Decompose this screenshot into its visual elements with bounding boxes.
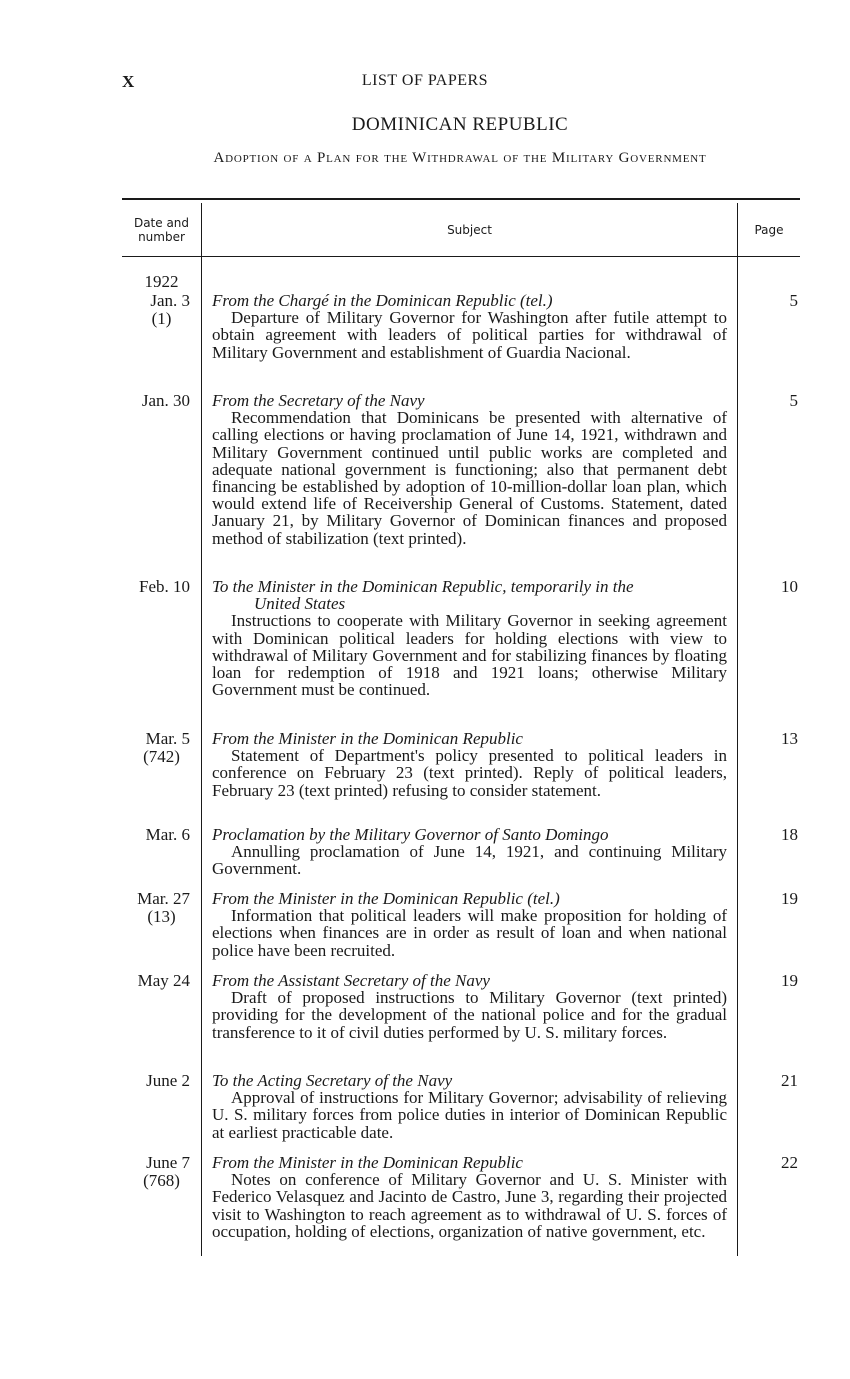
column-header-date-label: Date and number bbox=[133, 216, 190, 244]
entry-page: 18 bbox=[781, 825, 798, 844]
entry-page: 21 bbox=[781, 1071, 798, 1090]
entry-date: June 2 bbox=[146, 1071, 190, 1090]
entry-number: (742) bbox=[143, 747, 180, 766]
year-label: 1922 bbox=[144, 272, 179, 291]
entry-subject bbox=[212, 730, 727, 799]
entry-title-continued: United States bbox=[254, 594, 346, 614]
column-divider-date bbox=[201, 203, 202, 1256]
entry-title: From the Assistant Secretary of the Navy bbox=[212, 971, 490, 990]
entry-date: Jan. 3 bbox=[150, 291, 190, 310]
entry-page: 22 bbox=[781, 1153, 798, 1172]
entry-summary: Recommendation that Dominicans be presented with alternative of calling elections or having proclamation of June 14, 1921, withdrawn and Military Government continued until public works are completed and adequate national government is functioning; also that permanent debt financing be established by adoption of 10-million-dollar loan plan, which would extend life of Receivership General of Customs. Statement, dated January 21, by Military Governor of Dominican finances and proposed method of stabilization (text printed). bbox=[212, 408, 727, 548]
entry-subject bbox=[212, 392, 727, 547]
entry-summary: Approval of instructions for Military Governor; advisability of relieving U. S. military forces from police duties in interior of Dominican Republic at earliest practicable date. bbox=[212, 1088, 727, 1142]
entry-summary: Information that political leaders will make proposition for holding of elections when finances are in order as result of loan and when national police have been recruited. bbox=[212, 906, 727, 960]
entry-summary: Departure of Military Governor for Washington after futile attempt to obtain agreement with leaders of political parties for withdrawal of Military Government and establishment of Guardia Nacional. bbox=[212, 308, 727, 362]
entry-subject bbox=[212, 578, 727, 698]
entry-number: (1) bbox=[151, 309, 172, 328]
entry-date: Feb. 10 bbox=[139, 577, 190, 596]
entry-summary: Notes on conference of Military Governor and U. S. Minister with Federico Velasquez and Jacinto de Castro, June 3, regarding their projected visit to Washington to reach agreement as to withdrawal of U. S. forces of occupation, holding of elections, organization of native government, etc. bbox=[212, 1170, 727, 1241]
entry-subject bbox=[212, 1072, 727, 1141]
entry-date: Mar. 5 bbox=[145, 729, 190, 748]
entry-title: From the Minister in the Dominican Republic bbox=[212, 1153, 523, 1172]
entry-title: From the Minister in the Dominican Republic bbox=[212, 729, 523, 748]
entry-subject bbox=[212, 972, 727, 1041]
entry-page: 19 bbox=[781, 889, 798, 908]
table-header-rule bbox=[122, 256, 800, 257]
entry-title: To the Acting Secretary of the Navy bbox=[212, 1071, 453, 1090]
entry-page: 13 bbox=[781, 729, 798, 748]
entry-date: Jan. 30 bbox=[141, 391, 190, 410]
page-number: X bbox=[122, 72, 135, 91]
running-title: LIST OF PAPERS bbox=[361, 72, 489, 89]
entry-date: Mar. 27 bbox=[137, 889, 190, 908]
column-header-subject bbox=[202, 205, 737, 255]
entry-title: Proclamation by the Military Governor of Santo Domingo bbox=[212, 825, 609, 844]
entry-page: 19 bbox=[781, 971, 798, 990]
entry-summary: Instructions to cooperate with Military Governor in seeking agreement with Dominican political leaders for holding elections with view to withdrawal of Military Government and for stabilizing finances by floating loan for redemption of 1918 and 1921 loans; otherwise Military Government must be continued. bbox=[212, 611, 727, 700]
entry-page: 5 bbox=[789, 291, 798, 310]
entry-title: From the Minister in the Dominican Republic (tel.) bbox=[212, 889, 560, 908]
entry-number: (13) bbox=[147, 907, 176, 926]
entry-page: 5 bbox=[789, 391, 798, 410]
entry-summary: Draft of proposed instructions to Military Governor (text printed) providing for the development of the national police and for the gradual transference to it of civil duties performed by U. S. military forces. bbox=[212, 988, 727, 1042]
section-title: Adoption of a Plan for the Withdrawal of the Military Government bbox=[213, 150, 707, 166]
entry-summary: Statement of Department's policy presented to political leaders in conference on February 23 (text printed). Reply of political leaders, February 23 (text printed) refusing to consider statement. bbox=[212, 746, 727, 800]
entry-number: (768) bbox=[143, 1171, 180, 1190]
column-header-subject-label: Subject bbox=[447, 223, 492, 237]
entry-title: From the Chargé in the Dominican Republic (tel.) bbox=[212, 291, 553, 310]
table-top-rule bbox=[122, 198, 800, 200]
entry-page: 10 bbox=[781, 577, 798, 596]
entry-date: May 24 bbox=[137, 971, 190, 990]
column-header-page bbox=[738, 205, 800, 255]
entry-summary: Annulling proclamation of June 14, 1921, and continuing Military Government. bbox=[212, 842, 727, 879]
column-header-page-label: Page bbox=[754, 223, 784, 237]
entry-subject bbox=[212, 826, 727, 878]
entry-title: To the Minister in the Dominican Republic, temporarily in the bbox=[212, 577, 634, 596]
entry-date: Mar. 6 bbox=[145, 825, 190, 844]
entry-title: From the Secretary of the Navy bbox=[212, 391, 425, 410]
entry-date: June 7 bbox=[146, 1153, 190, 1172]
entry-subject bbox=[212, 292, 727, 361]
column-header-date bbox=[122, 205, 201, 255]
entry-subject bbox=[212, 890, 727, 959]
country-heading: DOMINICAN REPUBLIC bbox=[351, 114, 569, 135]
entry-subject bbox=[212, 1154, 727, 1240]
